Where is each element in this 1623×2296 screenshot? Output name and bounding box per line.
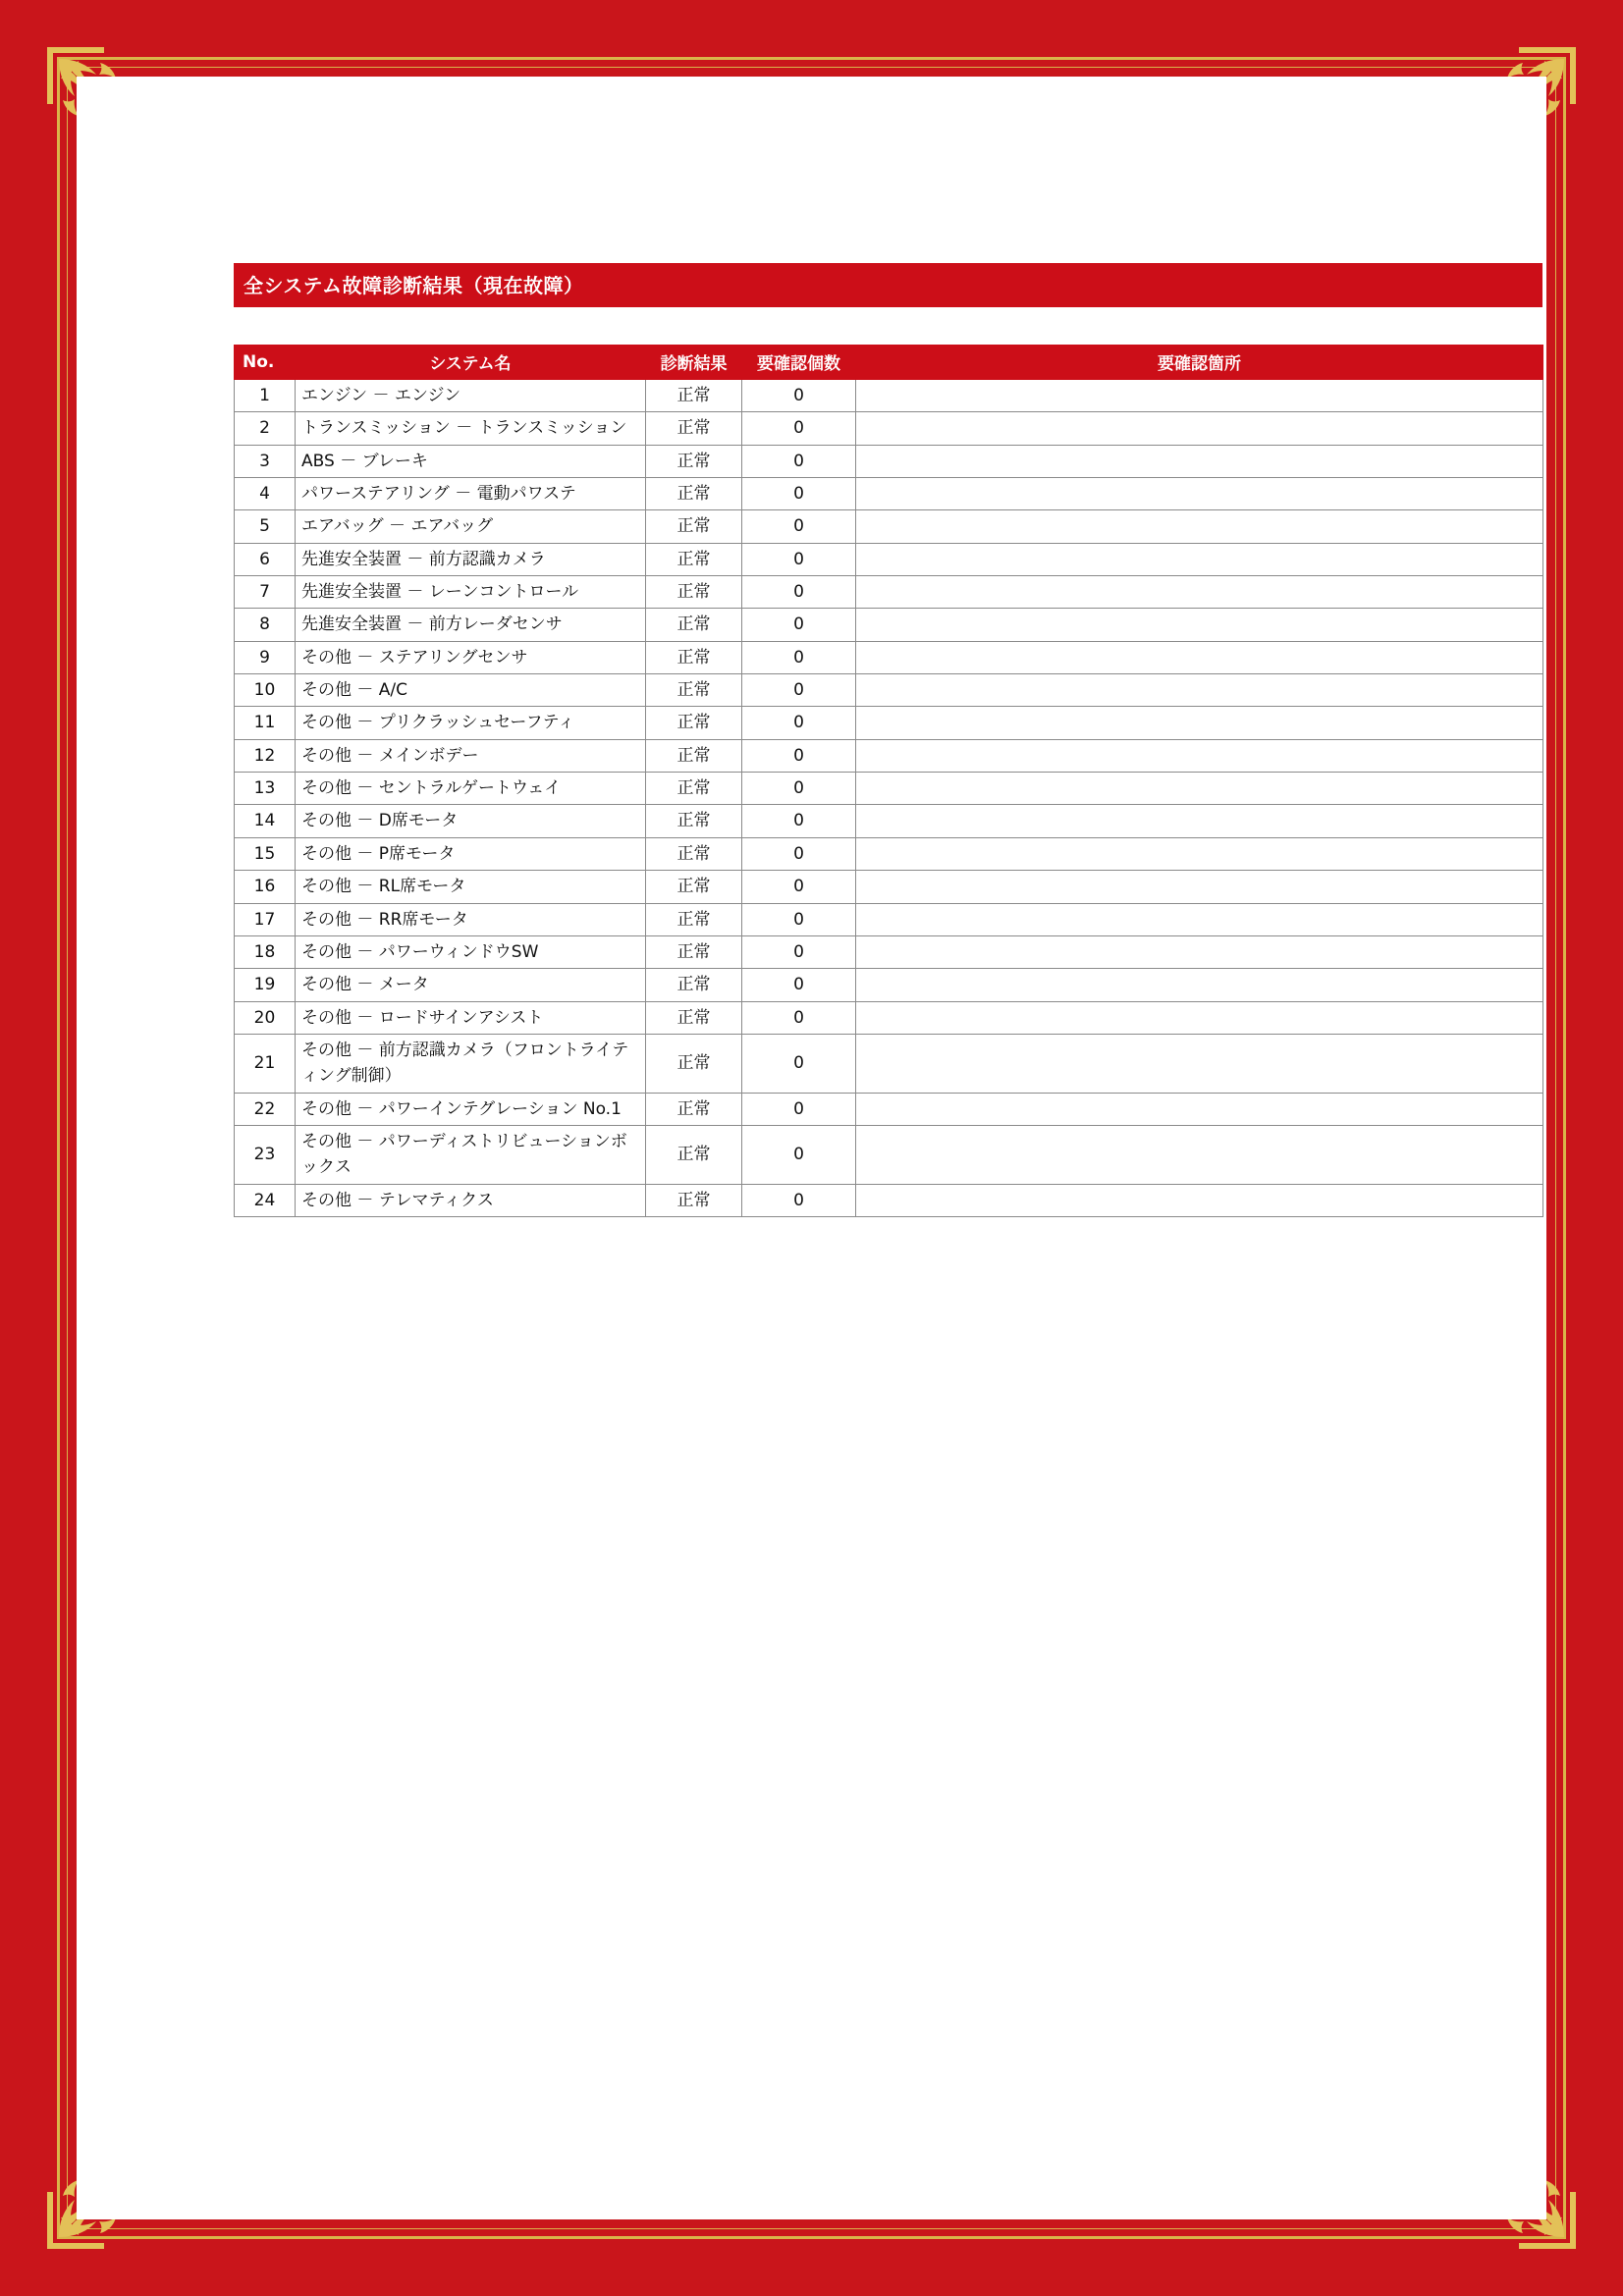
cell-check-location [856, 903, 1543, 935]
cell-check-location [856, 576, 1543, 609]
table-row [235, 478, 1543, 510]
table-row [235, 510, 1543, 543]
cell-result: 正常 [646, 707, 742, 739]
cell-result: 正常 [646, 380, 742, 412]
cell-no: 10 [235, 674, 296, 707]
cell-check-location [856, 969, 1543, 1001]
table-row [235, 1034, 1543, 1093]
table-row [235, 707, 1543, 739]
cell-no: 24 [235, 1184, 296, 1216]
cell-system-name: その他 － P席モータ [296, 837, 646, 870]
cell-no: 13 [235, 773, 296, 805]
table-row [235, 412, 1543, 445]
table-row [235, 609, 1543, 641]
cell-check-location [856, 1093, 1543, 1125]
cell-check-location [856, 445, 1543, 477]
cell-count: 0 [742, 773, 856, 805]
cell-count: 0 [742, 837, 856, 870]
cell-system-name: エアバッグ － エアバッグ [296, 510, 646, 543]
cell-system-name: 先進安全装置 － 前方レーダセンサ [296, 609, 646, 641]
cell-result: 正常 [646, 773, 742, 805]
cell-check-location [856, 871, 1543, 903]
cell-check-location [856, 478, 1543, 510]
cell-no: 1 [235, 380, 296, 412]
cell-no: 18 [235, 935, 296, 968]
cell-result: 正常 [646, 805, 742, 837]
cell-result: 正常 [646, 969, 742, 1001]
cell-no: 15 [235, 837, 296, 870]
cell-check-location [856, 641, 1543, 673]
cell-no: 7 [235, 576, 296, 609]
cell-check-location [856, 510, 1543, 543]
column-header-system: システム名 [296, 346, 646, 380]
cell-count: 0 [742, 576, 856, 609]
cell-result: 正常 [646, 871, 742, 903]
cell-system-name: その他 － パワーインテグレーション No.1 [296, 1093, 646, 1125]
cell-result: 正常 [646, 412, 742, 445]
cell-result: 正常 [646, 1034, 742, 1093]
cell-result: 正常 [646, 837, 742, 870]
cell-system-name: パワーステアリング － 電動パワステ [296, 478, 646, 510]
cell-count: 0 [742, 739, 856, 772]
cell-system-name: その他 － 前方認識カメラ（フロントライティング制御） [296, 1034, 646, 1093]
cell-check-location [856, 805, 1543, 837]
table-row [235, 1184, 1543, 1216]
cell-no: 11 [235, 707, 296, 739]
table-row [235, 773, 1543, 805]
cell-system-name: その他 － ステアリングセンサ [296, 641, 646, 673]
cell-no: 3 [235, 445, 296, 477]
cell-no: 5 [235, 510, 296, 543]
table-row [235, 674, 1543, 707]
table-row [235, 1093, 1543, 1125]
cell-no: 8 [235, 609, 296, 641]
table-row [235, 969, 1543, 1001]
table-row [235, 837, 1543, 870]
cell-system-name: その他 － RR席モータ [296, 903, 646, 935]
cell-check-location [856, 773, 1543, 805]
table-row [235, 903, 1543, 935]
table-row [235, 445, 1543, 477]
cell-count: 0 [742, 903, 856, 935]
cell-system-name: その他 － セントラルゲートウェイ [296, 773, 646, 805]
cell-check-location [856, 1001, 1543, 1034]
cell-check-location [856, 1125, 1543, 1184]
cell-count: 0 [742, 871, 856, 903]
diagnosis-results-table [234, 345, 1543, 1217]
cell-count: 0 [742, 445, 856, 477]
cell-no: 12 [235, 739, 296, 772]
document-sheet [77, 77, 1546, 2219]
cell-count: 0 [742, 641, 856, 673]
cell-result: 正常 [646, 903, 742, 935]
column-header-no: No. [235, 346, 296, 380]
cell-count: 0 [742, 1001, 856, 1034]
table-header-row [235, 346, 1543, 380]
table-body [235, 380, 1543, 1217]
cell-system-name: その他 － RL席モータ [296, 871, 646, 903]
cell-no: 19 [235, 969, 296, 1001]
cell-system-name: その他 － メインボデー [296, 739, 646, 772]
cell-result: 正常 [646, 739, 742, 772]
cell-count: 0 [742, 969, 856, 1001]
cell-result: 正常 [646, 674, 742, 707]
cell-system-name: トランスミッション － トランスミッション [296, 412, 646, 445]
page-title: 全システム故障診断結果（現在故障） [234, 263, 1542, 307]
cell-system-name: その他 － プリクラッシュセーフティ [296, 707, 646, 739]
cell-count: 0 [742, 1093, 856, 1125]
cell-result: 正常 [646, 510, 742, 543]
cell-result: 正常 [646, 609, 742, 641]
cell-count: 0 [742, 1034, 856, 1093]
cell-result: 正常 [646, 935, 742, 968]
cell-check-location [856, 543, 1543, 575]
cell-system-name: 先進安全装置 － 前方認識カメラ [296, 543, 646, 575]
cell-check-location [856, 674, 1543, 707]
cell-system-name: その他 － パワーディストリビューションボックス [296, 1125, 646, 1184]
cell-system-name: 先進安全装置 － レーンコントロール [296, 576, 646, 609]
cell-count: 0 [742, 1184, 856, 1216]
cell-system-name: エンジン － エンジン [296, 380, 646, 412]
cell-count: 0 [742, 380, 856, 412]
cell-no: 21 [235, 1034, 296, 1093]
cell-check-location [856, 380, 1543, 412]
table-row [235, 576, 1543, 609]
cell-count: 0 [742, 1125, 856, 1184]
cell-no: 17 [235, 903, 296, 935]
cell-count: 0 [742, 609, 856, 641]
table-row [235, 1125, 1543, 1184]
cell-result: 正常 [646, 1001, 742, 1034]
table-row [235, 1001, 1543, 1034]
cell-no: 23 [235, 1125, 296, 1184]
cell-check-location [856, 609, 1543, 641]
cell-count: 0 [742, 707, 856, 739]
cell-system-name: その他 － D席モータ [296, 805, 646, 837]
cell-check-location [856, 837, 1543, 870]
cell-count: 0 [742, 805, 856, 837]
cell-result: 正常 [646, 543, 742, 575]
table-row [235, 543, 1543, 575]
cell-no: 6 [235, 543, 296, 575]
cell-system-name: その他 － パワーウィンドウSW [296, 935, 646, 968]
table-row [235, 871, 1543, 903]
cell-no: 22 [235, 1093, 296, 1125]
table-row [235, 380, 1543, 412]
cell-no: 2 [235, 412, 296, 445]
cell-result: 正常 [646, 641, 742, 673]
cell-result: 正常 [646, 1184, 742, 1216]
cell-no: 4 [235, 478, 296, 510]
cell-check-location [856, 739, 1543, 772]
cell-no: 20 [235, 1001, 296, 1034]
cell-count: 0 [742, 935, 856, 968]
column-header-result: 診断結果 [646, 346, 742, 380]
cell-system-name: その他 － テレマティクス [296, 1184, 646, 1216]
cell-result: 正常 [646, 1125, 742, 1184]
cell-result: 正常 [646, 1093, 742, 1125]
cell-result: 正常 [646, 445, 742, 477]
cell-check-location [856, 935, 1543, 968]
document-content [234, 263, 1542, 1217]
cell-count: 0 [742, 543, 856, 575]
table-row [235, 739, 1543, 772]
cell-count: 0 [742, 412, 856, 445]
column-header-check-location: 要確認箇所 [856, 346, 1543, 380]
cell-system-name: その他 － メータ [296, 969, 646, 1001]
cell-no: 14 [235, 805, 296, 837]
cell-system-name: その他 － ロードサインアシスト [296, 1001, 646, 1034]
cell-result: 正常 [646, 576, 742, 609]
table-row [235, 935, 1543, 968]
cell-check-location [856, 412, 1543, 445]
cell-count: 0 [742, 510, 856, 543]
cell-system-name: その他 － A/C [296, 674, 646, 707]
cell-check-location [856, 707, 1543, 739]
table-row [235, 805, 1543, 837]
cell-count: 0 [742, 674, 856, 707]
cell-system-name: ABS － ブレーキ [296, 445, 646, 477]
cell-check-location [856, 1184, 1543, 1216]
table-row [235, 641, 1543, 673]
cell-count: 0 [742, 478, 856, 510]
table-header [235, 346, 1543, 380]
cell-no: 9 [235, 641, 296, 673]
column-header-count: 要確認個数 [742, 346, 856, 380]
cell-result: 正常 [646, 478, 742, 510]
cell-no: 16 [235, 871, 296, 903]
cell-check-location [856, 1034, 1543, 1093]
